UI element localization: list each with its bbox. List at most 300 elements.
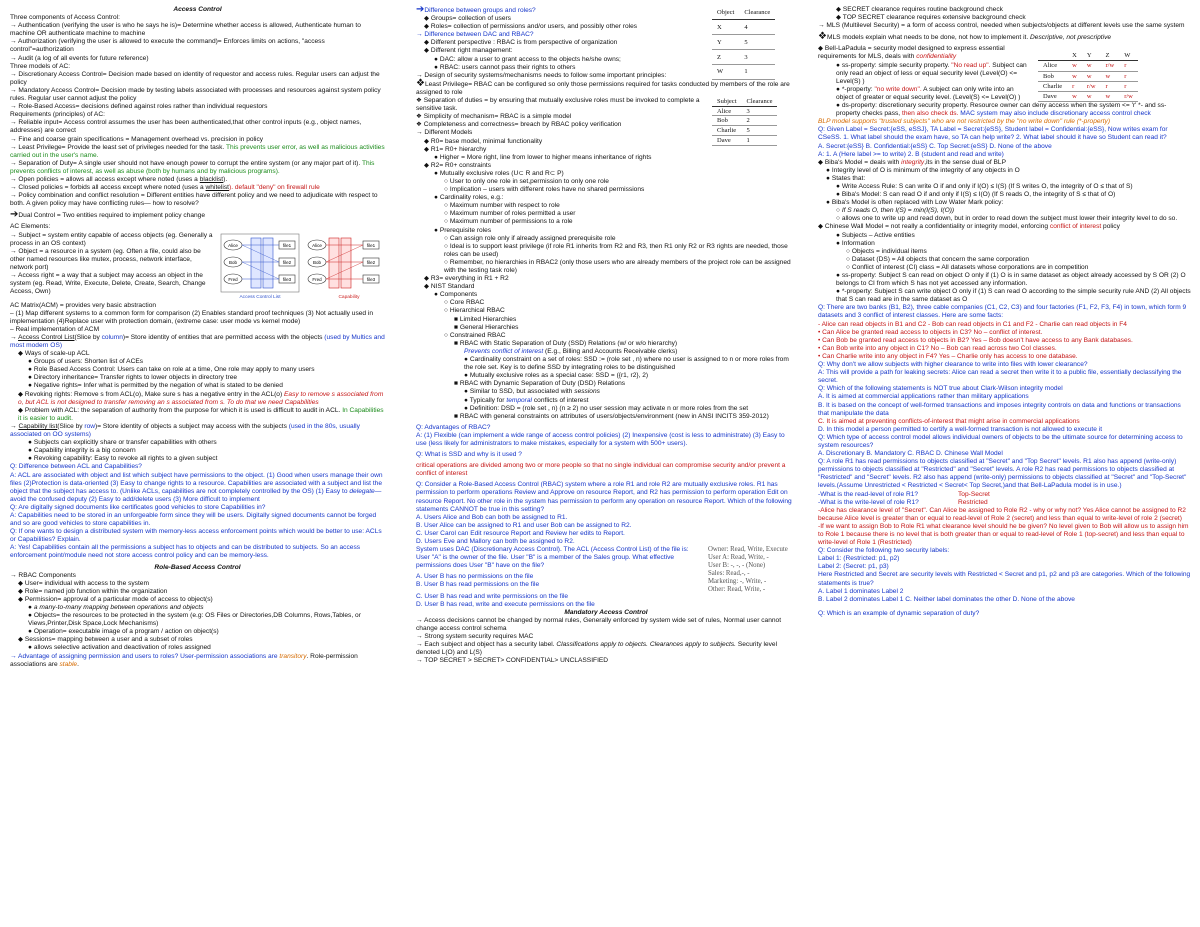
table-cell: Alice xyxy=(1038,61,1067,71)
text-line xyxy=(10,160,385,176)
file-permissions-box xyxy=(708,546,788,609)
conflict-of-interest-term: conflict of interest xyxy=(1049,223,1102,231)
permission-line: User A: Read, Write, - xyxy=(708,554,769,562)
answer-option: A. Discretionary B. Mandatory C. RBAC D. Chinese Wall Model xyxy=(818,450,1003,458)
text-line: ◆ Roles= collection of permissions and/or users, and possibly other roles xyxy=(424,23,638,31)
answer: A: This will provide a path for leaking secrets: Alice can read a secret then write it to a public file, essentially declassifying the secret. xyxy=(818,369,1182,385)
capability-usage-note: (used in the 80s, usually associated on OO systems) xyxy=(10,422,360,439)
answer-option: A. Users Alice and Bob can both be assigned to R1. xyxy=(416,513,568,521)
text-line: ◆ TOP SECRET clearance requires extensive background check xyxy=(836,14,1026,22)
text-line: → Difference between DAC and RBAC? xyxy=(416,31,534,39)
text-line: ◆ R1= R0+ hierarchy xyxy=(424,145,487,153)
text-line: ◆ Role= named job function within the organization xyxy=(18,587,168,595)
blp-text xyxy=(818,45,1032,102)
text-line: ○ User to only one role in set,permission to only one role xyxy=(444,177,609,185)
answer-option: D. In this model a person permitted to certify a well-formed transaction is not allowed to execute it xyxy=(818,425,1103,433)
separation-of-duty: → Separation of Duty= A single user should not have enough power to corrupt the entire system (or any major part of it). xyxy=(10,159,361,167)
answer-text: —avoid the confused deputy (2) Easy to add/delete users (3) More difficult to implement xyxy=(10,487,382,503)
question: Q: If one wants to design a distributed system with memory-less access enforcement points which would be better to use: ACLs or Capabilities? Explain. xyxy=(10,528,382,544)
permission-line: Marketing: -, Write, - xyxy=(708,578,767,586)
text-line: ○ Conflict of interest (CI) class = All datasets whose corporations are in competition xyxy=(846,263,1089,271)
text-line: ● *-property: Subject S can write object O only if (1) S can read O according to the simple security rule AND (2) All objects that S can read are in the same dataset as O xyxy=(836,288,1191,304)
table-cell: Dave xyxy=(1038,91,1067,101)
subject-clearance-table xyxy=(712,97,777,146)
arrow-right-icon: ➔ xyxy=(416,6,425,15)
table-header: Y xyxy=(1082,51,1101,61)
text: Security level denoted L(O) and L(S) xyxy=(416,641,778,657)
object-clearance-table xyxy=(712,6,775,80)
text-line: → Strong system security requires MAC xyxy=(416,633,534,641)
answer-option: C. User B has read and write permissions on the file xyxy=(416,592,569,600)
acl-diagram xyxy=(221,234,299,300)
table-cell: w xyxy=(1101,71,1120,81)
text-line: ● Information xyxy=(836,239,875,247)
file-label: file2 xyxy=(282,259,292,265)
question: Q: Are digitally signed documents like certificates good vehicles to store Capabilities in? xyxy=(10,503,266,511)
table-cell: Z xyxy=(712,50,739,65)
text-line: ● Integrity level of O is minimum of the integrity of any objects in O xyxy=(826,166,1020,174)
table-header: X xyxy=(1067,51,1082,61)
file-label: file3 xyxy=(366,276,376,282)
table-row xyxy=(1038,61,1138,71)
answer xyxy=(10,472,385,504)
table-header: Subject xyxy=(712,97,742,106)
text: (Slice by xyxy=(74,333,102,341)
text-line: ○ If S reads O, then I(S) = min(I(S), I(O)) xyxy=(836,207,955,215)
answer-option: D. Users Eve and Mallory can both be assigned to R2. xyxy=(416,538,575,545)
text: A subject can only write into an object of greater or equal security level. (Level(S) <= Level(O) ) xyxy=(836,85,1021,101)
table-cell: r/w xyxy=(1082,81,1101,91)
temporal-term: temporal xyxy=(506,396,533,404)
answer: -If we want to assign Bob to Role R1 what clearance level should he be given? No level given to Bob will allow us to assign him to Role 1 because there is no level that is both greater than or equal to read-level of Role 1 (top-secret) and less than equal to write-level of Role 1 (Restricted) xyxy=(818,522,1189,547)
table-header: Clearance xyxy=(739,6,775,20)
file-label: file2 xyxy=(366,259,376,265)
answer-text: A: ACL are associated with object and list which subject have permissions to the object. (1) Good when users manage their own files (2)Protection is data-oriented (3) Easy to change rights to a resource. Capabilities are associated with a subject and list the object that the subject has access to. (Unlike ACLs, capabilities are not completely controlled by the OS) (1) Easy to xyxy=(10,471,383,495)
text-line: ■ RBAC with Dynamic Separation of Duty (DSD) Relations xyxy=(454,380,626,388)
blp-trusted-note: BLP model supports "trusted subjects" who are not restricted by the "no write down" rule (*-property) xyxy=(818,118,1111,126)
text-line: ● Directory inheritance= Transfer rights to lower objects in directory tree xyxy=(28,374,238,382)
text: policy xyxy=(1103,223,1120,231)
text-line xyxy=(10,176,385,184)
dac-question-row xyxy=(416,546,796,609)
text-line: → Design of security systems/mechanisms needs to follow some important principles: xyxy=(416,71,667,79)
text-line: ● a many-to-many mapping between operations and objects xyxy=(28,604,204,611)
text-line: ◆ NIST Standard xyxy=(424,283,475,291)
blacklist-term: blacklist xyxy=(199,175,224,183)
text: ● ss-property: simple security property. xyxy=(836,61,950,69)
table-cell: w xyxy=(1101,91,1120,101)
subject-label: Fred xyxy=(228,276,238,282)
text-line: ◆ R0= base model, minimal functionality xyxy=(424,137,543,145)
text-line xyxy=(818,223,1192,231)
capability-diagram xyxy=(308,238,379,300)
text-line: ● Objects= the resources to be protected in the system (e.g: OS Files or Directories,DB Columns, Rows,Tables, or Views,Printer,Disk Space,Lock Mechanisms) xyxy=(28,612,361,628)
acl-column xyxy=(263,238,273,288)
file-label: file1 xyxy=(366,242,376,248)
text-line xyxy=(10,211,385,220)
answer: A: (1) Flexible (can implement a wide range of access control policies) (2) Inexpensive (cost is less to administrate) (3) Easy to use (less likely for administrators to make mistakes, especially for a system with 500+ users). xyxy=(416,431,785,447)
table-header: W xyxy=(1119,51,1138,61)
text-line: ● Operation= executable image of a program / action on object(s) xyxy=(28,628,219,636)
text: ● Similar to SSD, but associated with xyxy=(464,388,573,396)
table-cell: Alice xyxy=(712,106,742,116)
text-line xyxy=(10,653,385,669)
table-cell: 5 xyxy=(742,126,778,136)
text-line: ○ Remember, no hierarchies in RBAC2 (only those users who are already members of the project role can be assigned with the testing task role) xyxy=(444,258,791,274)
text-line: ○ Core RBAC xyxy=(444,299,485,307)
text-line: ◆ Groups= collection of users xyxy=(424,15,511,23)
closed-policies-note: ). default "deny" on firewall rule xyxy=(229,184,320,192)
dac-question-text xyxy=(416,546,698,609)
text-line: ◆ SECRET clearance requires routine background check xyxy=(836,6,1003,13)
text-line: ❖ Separation of duties = by ensuring that mutually exclusive roles must be invoked to complete a sensitive task. xyxy=(416,97,700,113)
question: Q: A role R1 has read permissions to objects classified at "Secret" and "Top Secret" levels. R1 also has append (write-only) permissions to objects classified at "Restricted" and "Secret" levels. A role R2 has read permissions to objects classified at "Restricted" and "Secret" levels. R2 also has append (write-only) permissions to objects classified at "Secret" and "Top-Secret" levels.(Assume Unrestricted < Restricted < Secret< Top Secret,)and that Bell-LaPadula model is in use.) xyxy=(818,458,1187,490)
table-row xyxy=(712,64,775,79)
answer: - Alice can read objects in B1 and C2 - Bob can read objects in C1 and F2 - Charlie can read objects in F4 xyxy=(818,320,1127,328)
text-line: ■ RBAC with Static Separation of Duty (SSD) Relations (w/ or w/o hierarchy) xyxy=(454,339,678,347)
question xyxy=(416,6,712,15)
prevents-conflict-term: Prevents conflict of interest xyxy=(464,347,544,355)
table-cell: Dave xyxy=(712,135,742,145)
text-line: ○ Hierarchical RBAC xyxy=(444,307,505,315)
answer: -Alice has clearance level of "Secret". Can Alice be assigned to Role R2 - why or why not? Yes Alice cannot be assigned to R2 because Alice level is greater than or equal to read-level of Role 2 (secret) and less than equal to write-level of role 2 (secret) xyxy=(818,506,1186,522)
text-line: → Reliable input= Access control assumes the user has been authenticated,that other control inputs (e.g., object names, addresses) are correct xyxy=(10,119,362,135)
descriptive-note: Descriptive, not prescriptive xyxy=(1030,34,1112,42)
answer: critical operations are divided among two or more people so that no single individual can compromise security and/or prevent a conflict of interest xyxy=(416,462,786,478)
text-line: ◆ Different perspective : RBAC is from perspective of organization xyxy=(424,39,618,47)
ac-elements-text xyxy=(10,232,215,297)
question: Q: Difference between ACL and Capabilities? xyxy=(10,463,142,471)
open-policies: → Open policies = allows all access except where noted (uses a xyxy=(10,175,198,183)
text-line: ● Mutually exclusive roles as a special case: SSD = ({r1, r2}, 2) xyxy=(464,372,649,380)
text-line: → Fine and coarse grain specifications = Management overhead vs. precision in policy xyxy=(10,135,264,143)
rbac-components xyxy=(10,572,385,669)
text-line: → TOP SECRET > SECRET> CONFIDENTIAL> UNCLASSIFIED xyxy=(416,657,609,665)
intro-lines xyxy=(10,14,385,231)
acl-capability-diagram xyxy=(219,232,385,302)
sessions-term: sessions xyxy=(574,388,600,396)
table-cell: w xyxy=(1082,91,1101,101)
text-line: ● Definition: DSD = (role set , n) (n ≥ 2) no user session may activate n or more roles from the set xyxy=(464,404,749,412)
table-cell: r/w xyxy=(1101,61,1120,71)
answer-option: B. Label 2 dominates Label 1 C. Neither label dominates the other D. None of the above xyxy=(818,595,1075,603)
whitelist-term: whitelist xyxy=(205,184,229,192)
text-line: → Mandatory Access Control= Decision made by testing labels associated with processes and resources against system policy rules. Regular user cannot adjust the policy xyxy=(10,86,381,103)
text-line: → Different Models xyxy=(416,129,473,137)
answer-option: A. Secret:{eSS} B. Confidential:{eSS} C. Top Secret:{eSS} D. None of the above xyxy=(818,142,1052,150)
text: conflicts of interest xyxy=(533,396,589,404)
text-line: – Real implementation of ACM xyxy=(10,325,100,333)
table-row xyxy=(712,106,777,116)
capability-row xyxy=(329,238,339,288)
text: ◆ Chinese Wall Model = not really a confidentiality or integrity model, enforcing xyxy=(818,223,1049,231)
answer-option: A. It is aimed at commercial applications rather than military applications xyxy=(818,393,1029,401)
table-row xyxy=(712,126,777,136)
text-line: ○ Ideal is to support least privilege (if role R1 inherits from R2 and R3, then R1 only R2 or R3 rights are needed, those roles can be used) xyxy=(444,242,788,258)
text-line: ● Mutually exclusive roles (U⊂ R and R⊂ P) xyxy=(434,169,564,177)
table-row xyxy=(1038,91,1138,101)
table-cell: r xyxy=(1119,61,1138,71)
text: . Role-permission associations are xyxy=(10,652,358,668)
blp-rest xyxy=(818,102,1192,304)
text-line: ○ Objects = individual items xyxy=(846,247,927,255)
table-row xyxy=(712,50,775,65)
text-line: ◆ Sessions= mapping between a user and a subset of roles xyxy=(18,636,193,644)
text-line xyxy=(818,62,1032,86)
table-header-row xyxy=(712,6,775,20)
text: → Each subject and object has a security label. xyxy=(416,641,555,649)
table-cell: r xyxy=(1119,81,1138,91)
file-label: file3 xyxy=(282,276,292,282)
question: Q: What is SSD and why is it used ? xyxy=(416,451,522,459)
text-line: AC Matrix(ACM) = provides very basic abstraction xyxy=(10,301,157,309)
acl-caption: Access Control List xyxy=(239,294,281,300)
table-row xyxy=(712,20,775,35)
question: Q: Consider a Role-Based Access Control (RBAC) system where a role R1 and role R2 are mutually exclusive roles. R1 has permission to perform operations Review and Approve on resource Report, and R2 has permission to perform operation Edit on resource Report. No other role in the system has permission to perform any operation on resource Report. Which of the following statements CANNOT be true in this setting? xyxy=(416,481,792,513)
section-title-rbac: Role-Based Access Control xyxy=(154,563,241,571)
text-line xyxy=(818,159,1192,167)
question: Q: Which type of access control model allows individual owners of objects to be the ultimate source for determining access to system resources? xyxy=(818,433,1183,449)
text-line xyxy=(818,45,1032,61)
subject-label: Alice xyxy=(228,242,238,248)
table-cell: 1 xyxy=(742,135,778,145)
acl-term: Access Control List xyxy=(18,333,75,341)
question: Here Restricted and Secret are security levels with Restricted < Secret and p1, p2 and p3 are categories. Which of the following statements is true? xyxy=(818,571,1191,587)
read-level-value: Top-Secret xyxy=(958,490,990,498)
text-line: ○ Can assign role only if already assigned prerequisite role xyxy=(444,234,616,242)
table-row xyxy=(1038,81,1138,91)
question: Q: Advantages of RBAC? xyxy=(416,423,491,431)
text-line xyxy=(10,391,385,407)
text-line xyxy=(818,499,1192,507)
arrow: → xyxy=(10,422,19,430)
question: Q: Given Label = Secret:{eSS, eSSJ}, TA Label = Secret:{eSS}, Student label = Confidential:{eSS}, Now writes exam for CSeSS. 1. What label should the exam have, so TA can help write? 2. What label should it have so Student can read it? xyxy=(818,126,1168,142)
groups-roles-row xyxy=(416,6,796,80)
confidentiality-term: confidentiality xyxy=(916,53,957,61)
table-header: Object xyxy=(712,6,739,20)
text-line: Label 1: (Restricted: p1, p2) xyxy=(818,555,900,563)
table-cell: 3 xyxy=(739,50,775,65)
column-mls-models xyxy=(818,6,1192,618)
punct: . xyxy=(77,660,79,668)
text-line xyxy=(818,102,1192,118)
text: (E.g., Billing and Accounts Receivable clerks) xyxy=(545,347,678,355)
text-line: ● DAC: allow a user to grant access to the objects he/she owns; xyxy=(434,55,621,63)
table-cell: w xyxy=(1082,71,1101,81)
text-line: → Audit (a log of all events for future reference) xyxy=(10,54,149,62)
write-level-label: -What is the write-level of role R1? xyxy=(818,498,919,506)
text-line: ◆ Ways of scale-up ACL xyxy=(18,350,90,358)
subject-label: Alice xyxy=(312,242,322,248)
text-line: Three components of Access Control: xyxy=(10,14,120,22)
text-line: → Authentication (verifying the user is who he says he is)= Determine whether access is allowed, Authenticate human to machine OR authenticate machine to machine xyxy=(10,22,361,38)
rbac-qa xyxy=(416,424,796,609)
answer: • Can Bob be granted read access to objects in B2? Yes – Bob doesn't have access to any Bank databases. xyxy=(818,336,1133,344)
least-privilege: → Least Privilege= Provide the least set of privileges needed for the task. xyxy=(10,143,225,151)
section-title-mac: Mandatory Access Control xyxy=(564,608,648,616)
text-line: ● Negative rights= Infer what is permitted by the negation of what is stated to be denied xyxy=(28,382,283,390)
text-line: ○ Maximum number of roles permitted a user xyxy=(444,210,576,218)
text-line: AC Elements: xyxy=(10,223,51,231)
text-line: → Discretionary Access Control= Decision made based on identity of requestor and access rules. Regular users can adjust the policy xyxy=(10,70,380,86)
table-cell: r/w xyxy=(1119,91,1138,101)
text-line: ● Biba's Model is often replaced with Low Water Mark policy: xyxy=(826,199,1004,207)
text-line: ◆ Permission= approval of a particular mode of access to object(s) xyxy=(18,595,213,603)
diamond-bullet-icon: ❖ xyxy=(818,31,827,43)
closed-policies: → Closed policies = forbids all access except where noted (uses a xyxy=(10,184,204,192)
answer: • Can Alice be granted read access to objects in C3? No – conflict of interest. xyxy=(818,328,1043,336)
separation-of-duty-note: This prevents conflicts of interest, as well as abuse (both by humans and by malicious programs). xyxy=(10,159,375,175)
answer-option: C. User Carol can Edit resource Report and Review her edits to Report. xyxy=(416,529,625,537)
table-header: Z xyxy=(1101,51,1120,61)
table-cell: 5 xyxy=(739,35,775,50)
text-line: → Role-Based Access= decisions defined against roles rather than individual requestors xyxy=(10,103,268,111)
column-rbac-mac xyxy=(416,6,796,665)
text-line: → Access decisions cannot be changed by normal rules, Generally enforced by system wide set of rules, Normal user cannot change access control schema xyxy=(416,616,782,632)
table-cell: w xyxy=(1067,61,1082,71)
text: (Slice by xyxy=(57,422,85,430)
answer: A: Yes! Capabilities contain all the permissions a subject has to objects and can be distributed to subjects. So an access enforcement point/module need not store access control policy and can be memory-less. xyxy=(10,544,361,560)
revoking-note: Easy to remove s associated from o, but ACL is not designed to transfer removing an s associated from s. To do that we need Capabilities xyxy=(18,390,384,406)
subject-label: Bob xyxy=(312,259,322,265)
table-cell: Charlie xyxy=(712,126,742,136)
table-cell: W xyxy=(712,64,739,79)
ac-elements-figure-row xyxy=(10,232,385,302)
question: Q: Why don't we allow subjects with higher clearance to write into files with lower clearance? xyxy=(818,361,1088,369)
text: ◆ Biba's Model = deals with xyxy=(818,158,900,166)
text-line xyxy=(416,77,796,97)
text-line: ● RBAC: users cannot pass their rights to others xyxy=(434,63,576,71)
text-line: → RBAC Components xyxy=(10,571,76,579)
blp-access-table xyxy=(1038,51,1138,102)
table-header-row xyxy=(712,97,777,106)
table-cell: 3 xyxy=(742,106,778,116)
mls-top xyxy=(818,6,1192,45)
transitory-term: transitory xyxy=(279,652,307,660)
table-cell: w xyxy=(1067,91,1082,101)
text-line: ● Capability integrity is a big concern xyxy=(28,447,136,455)
blp-row xyxy=(818,45,1192,102)
table-header-row xyxy=(1038,51,1138,61)
question-text: Difference between groups and roles? xyxy=(424,7,536,14)
text-line: ● Subjects can explicitly share or transfer capabilities with others xyxy=(28,439,217,447)
table-cell: Charlie xyxy=(1038,81,1067,91)
subject-label: Bob xyxy=(228,259,238,265)
dual-control: Dual Control = Two entities required to implement policy change xyxy=(18,212,206,220)
question: Q: There are two banks (B1, B2), three cable companies (C1, C2, C3) and four factories (F1, F2, F3, F4) in town, which form 9 datasets and 3 conflict of interest classes. Here are some facts: xyxy=(818,304,1187,320)
text: Subject can only read an object of less or equal security level (Level(O) <= Level(S) ) xyxy=(836,61,1027,85)
text-line xyxy=(416,641,796,657)
acl-problem: ◆ Problem with ACL: the separation of authority from the purpose for which it is used is difficult to audit in ACL. xyxy=(18,406,341,414)
answer: A: 1. A (Here label >= to write) 2. B (student and read and write) xyxy=(818,150,1004,158)
capability-row xyxy=(341,238,351,288)
column-term: column xyxy=(101,333,123,341)
permission-line: Sales: Read,-, - xyxy=(708,570,750,578)
text-line: ❖ Completeness and correctness= breach by RBAC policy verification xyxy=(416,121,622,129)
acm-section xyxy=(10,302,385,561)
text-line: ◆ User= individual with access to the system xyxy=(18,579,149,587)
groups-roles-text xyxy=(416,6,712,80)
text: )= Store identity of objects a subject may access with the subjects xyxy=(95,422,287,430)
text: ● ds-property: discretionary security property. Resource owner can deny access when the system <= 'r' *- and ss- property checks pass, xyxy=(836,102,1167,118)
text-line: ● Cardinality constraint on a set of roles: SSD := (role set , n) where no user is assigned to n or more roles from the role set. Key is to define SSD by integrating roles to be distinguished xyxy=(464,356,789,372)
answer-option: B. It is based on the concept of well-formed transactions and imposes integrity controls on data and functions or transactions that manipulate the data xyxy=(818,401,1181,417)
question: System uses DAC (Discretionary Access Control). The ACL (Access Control List) of the file is: User "A" is the owner of the file. User "B" is a member of the Sales group. What effective permissions does User "B" have on the file? xyxy=(416,546,689,570)
text-line: Label 2: (Secret: p1, p3) xyxy=(818,563,889,571)
table-row xyxy=(712,135,777,145)
table-cell: w xyxy=(1067,71,1082,81)
answer-option: D. User B has read, write and execute permissions on the file xyxy=(416,600,595,608)
text-line: ● allows selective activation and deactivation of roles assigned xyxy=(28,644,211,652)
capability-caption: Capability xyxy=(338,294,360,300)
acl-usage-note: (used by Multics and most modern OS) xyxy=(10,333,385,349)
text-line xyxy=(416,348,796,356)
table-cell: r xyxy=(1067,81,1082,91)
text-line: – (1) Map different systems to a common form for comparison (2) Enables standard proof techniques (3) Not actually used in implementation (4)Replace user with protection domain, (extreme case: user mode vs kernel mode) xyxy=(10,309,374,325)
write-level-value: Restricted xyxy=(958,498,988,506)
text-line: ◆ R2= R0+ constraints xyxy=(424,161,492,169)
least-privilege-note: This prevents user error, as well as malicious activities carried out in the user's name. xyxy=(10,143,385,159)
permission-line: Owner: Read, Write, Execute xyxy=(708,546,788,554)
text-line: ● Biba's Model: S can read O if and only if I(S) ≤ I(O) (If S reads O, the integrity of S ≤ that of O) xyxy=(836,191,1116,199)
arrow: → xyxy=(10,333,19,341)
text-line xyxy=(10,407,385,423)
table-cell: 4 xyxy=(739,20,775,35)
text-line xyxy=(818,491,1192,499)
text-line: → Object = a resource in a system (eg. Often a file, could also be other named resources like mutex, process, network interface, network port) xyxy=(10,247,201,271)
text: ◆ Bell-LaPadula = security model designed to express essential requirements for MLS, deals with xyxy=(818,45,1005,61)
punct: ). xyxy=(223,175,228,183)
text-line: ● Cardinality roles, e.g.: xyxy=(434,194,504,202)
text-line: → Access right = a way that a subject may access an object in the system (eg. Read, Write, Execute, Delete, Create, Search, Change Access, Own) xyxy=(10,272,206,296)
text: MLS models explain what needs to be done, not how to implement it. xyxy=(826,34,1029,42)
question: Q: Consider the following two security labels: xyxy=(818,547,950,555)
diamond-bullet-icon: ❖ xyxy=(416,77,425,89)
text: ● *-property: xyxy=(836,85,873,93)
text-line: ● Prerequisite roles xyxy=(434,226,492,234)
no-read-up: "No read up". xyxy=(951,61,991,69)
table-row xyxy=(712,35,775,50)
answer-option: A. Label 1 dominates Label 2 xyxy=(818,587,904,595)
revoking-rights: ◆ Revoking rights: Remove s from ACL(o), Make sure s has a negative entry in the ACL(o) xyxy=(18,390,283,398)
text-line xyxy=(10,144,385,160)
integrity-term: integrity xyxy=(901,158,925,166)
ds-check-note: then also check ds. xyxy=(901,110,959,118)
file-label: file1 xyxy=(282,242,292,248)
table-header xyxy=(1038,51,1067,61)
answer: • Can Bob write into any object in C1? No – Bob can read across two CoI classes. xyxy=(818,344,1057,352)
stable-term: stable xyxy=(59,660,78,668)
text-line xyxy=(416,397,796,405)
text-line: → MLS (Multilevel Security) = a form of access control, needed when subjects/objects at different levels use the same system xyxy=(818,22,1185,30)
table-cell: 1 xyxy=(739,64,775,79)
question: Q: Which of the following statements is NOT true about Clark-Wilson integrity model xyxy=(818,385,1063,393)
read-level-label: -What is the read-level of role R1? xyxy=(818,490,919,498)
no-write-down: "no write down". xyxy=(874,85,922,93)
delegate-term: delegate xyxy=(349,487,375,495)
table-cell: Bob xyxy=(712,116,742,126)
table-row xyxy=(712,116,777,126)
mac-dac-note: MAC system may also include discretionary access control check xyxy=(960,110,1151,118)
table-row xyxy=(1038,71,1138,81)
text: )= Store identity of entities that are permitted access with the objects xyxy=(122,333,323,341)
text-line: ● Revoking capability: Easy to revoke all rights to a given subject xyxy=(28,455,218,463)
answer: A: Capabilities need to be stored in an unforgeable form since they will be users. Digitally signed documents cannot be forged and so are good vehicles to store capabilities in. xyxy=(10,511,377,528)
permission-line: Other: Read, Write, - xyxy=(708,586,766,594)
text-line: ● Subjects – Active entities xyxy=(836,231,915,239)
text-line xyxy=(10,423,385,439)
table-cell: 2 xyxy=(742,116,778,126)
